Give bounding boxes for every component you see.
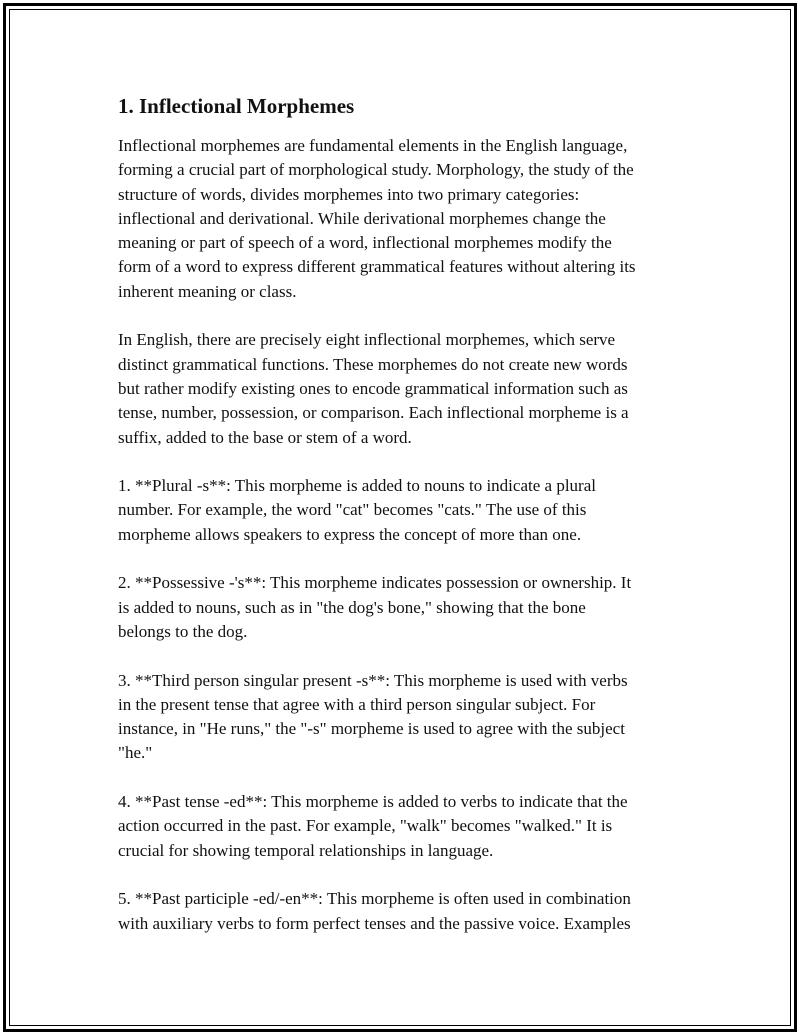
paragraph-plural: 1. **Plural -s**: This morpheme is added to nouns to indicate a plural number. For example, the word "cat" becomes "cats." The use of this morpheme allows speakers to express the concept of more than one. [118,476,596,544]
section-heading: 1. Inflectional Morphemes [118,94,355,118]
paragraph-past-tense: 4. **Past tense -ed**: This morpheme is added to verbs to indicate that the action occurred in the past. For example, "walk" becomes "walked." It is crucial for showing temporal relationships in language. [118,792,628,860]
paragraph-past-participle: 5. **Past participle -ed/-en**: This morpheme is often used in combination with auxiliary verbs to form perfect tenses and the passive voice. Examples [118,889,631,933]
paragraph-third-person: 3. **Third person singular present -s**: This morpheme is used with verbs in the present tense that agree with a third person singular subject. For instance, in "He runs," the "-s" morpheme is used to agree with the subject "he." [118,670,628,763]
document-body [118,92,688,960]
paragraph-overview: In English, there are precisely eight inflectional morphemes, which serve distinct grammatical functions. These morphemes do not create new words but rather modify existing ones to encode grammatical information such as tense, number, possession, or comparison. Each inflectional morpheme is a suffix, added to the base or stem of a word. [118,330,629,447]
paragraph-possessive: 2. **Possessive -'s**: This morpheme indicates possession or ownership. It is added to nouns, such as in "the dog's bone," showing that the bone belongs to the dog. [118,573,632,641]
paragraph-intro: Inflectional morphemes are fundamental elements in the English language, forming a crucial part of morphological study. Morphology, the study of the structure of words, divides morphemes into two primary categories: inflectional and derivational. While derivational morphemes change the meaning or part of speech of a word, inflectional morphemes modify the form of a word to express different grammatical features without altering its inherent meaning or class. [118,136,636,301]
